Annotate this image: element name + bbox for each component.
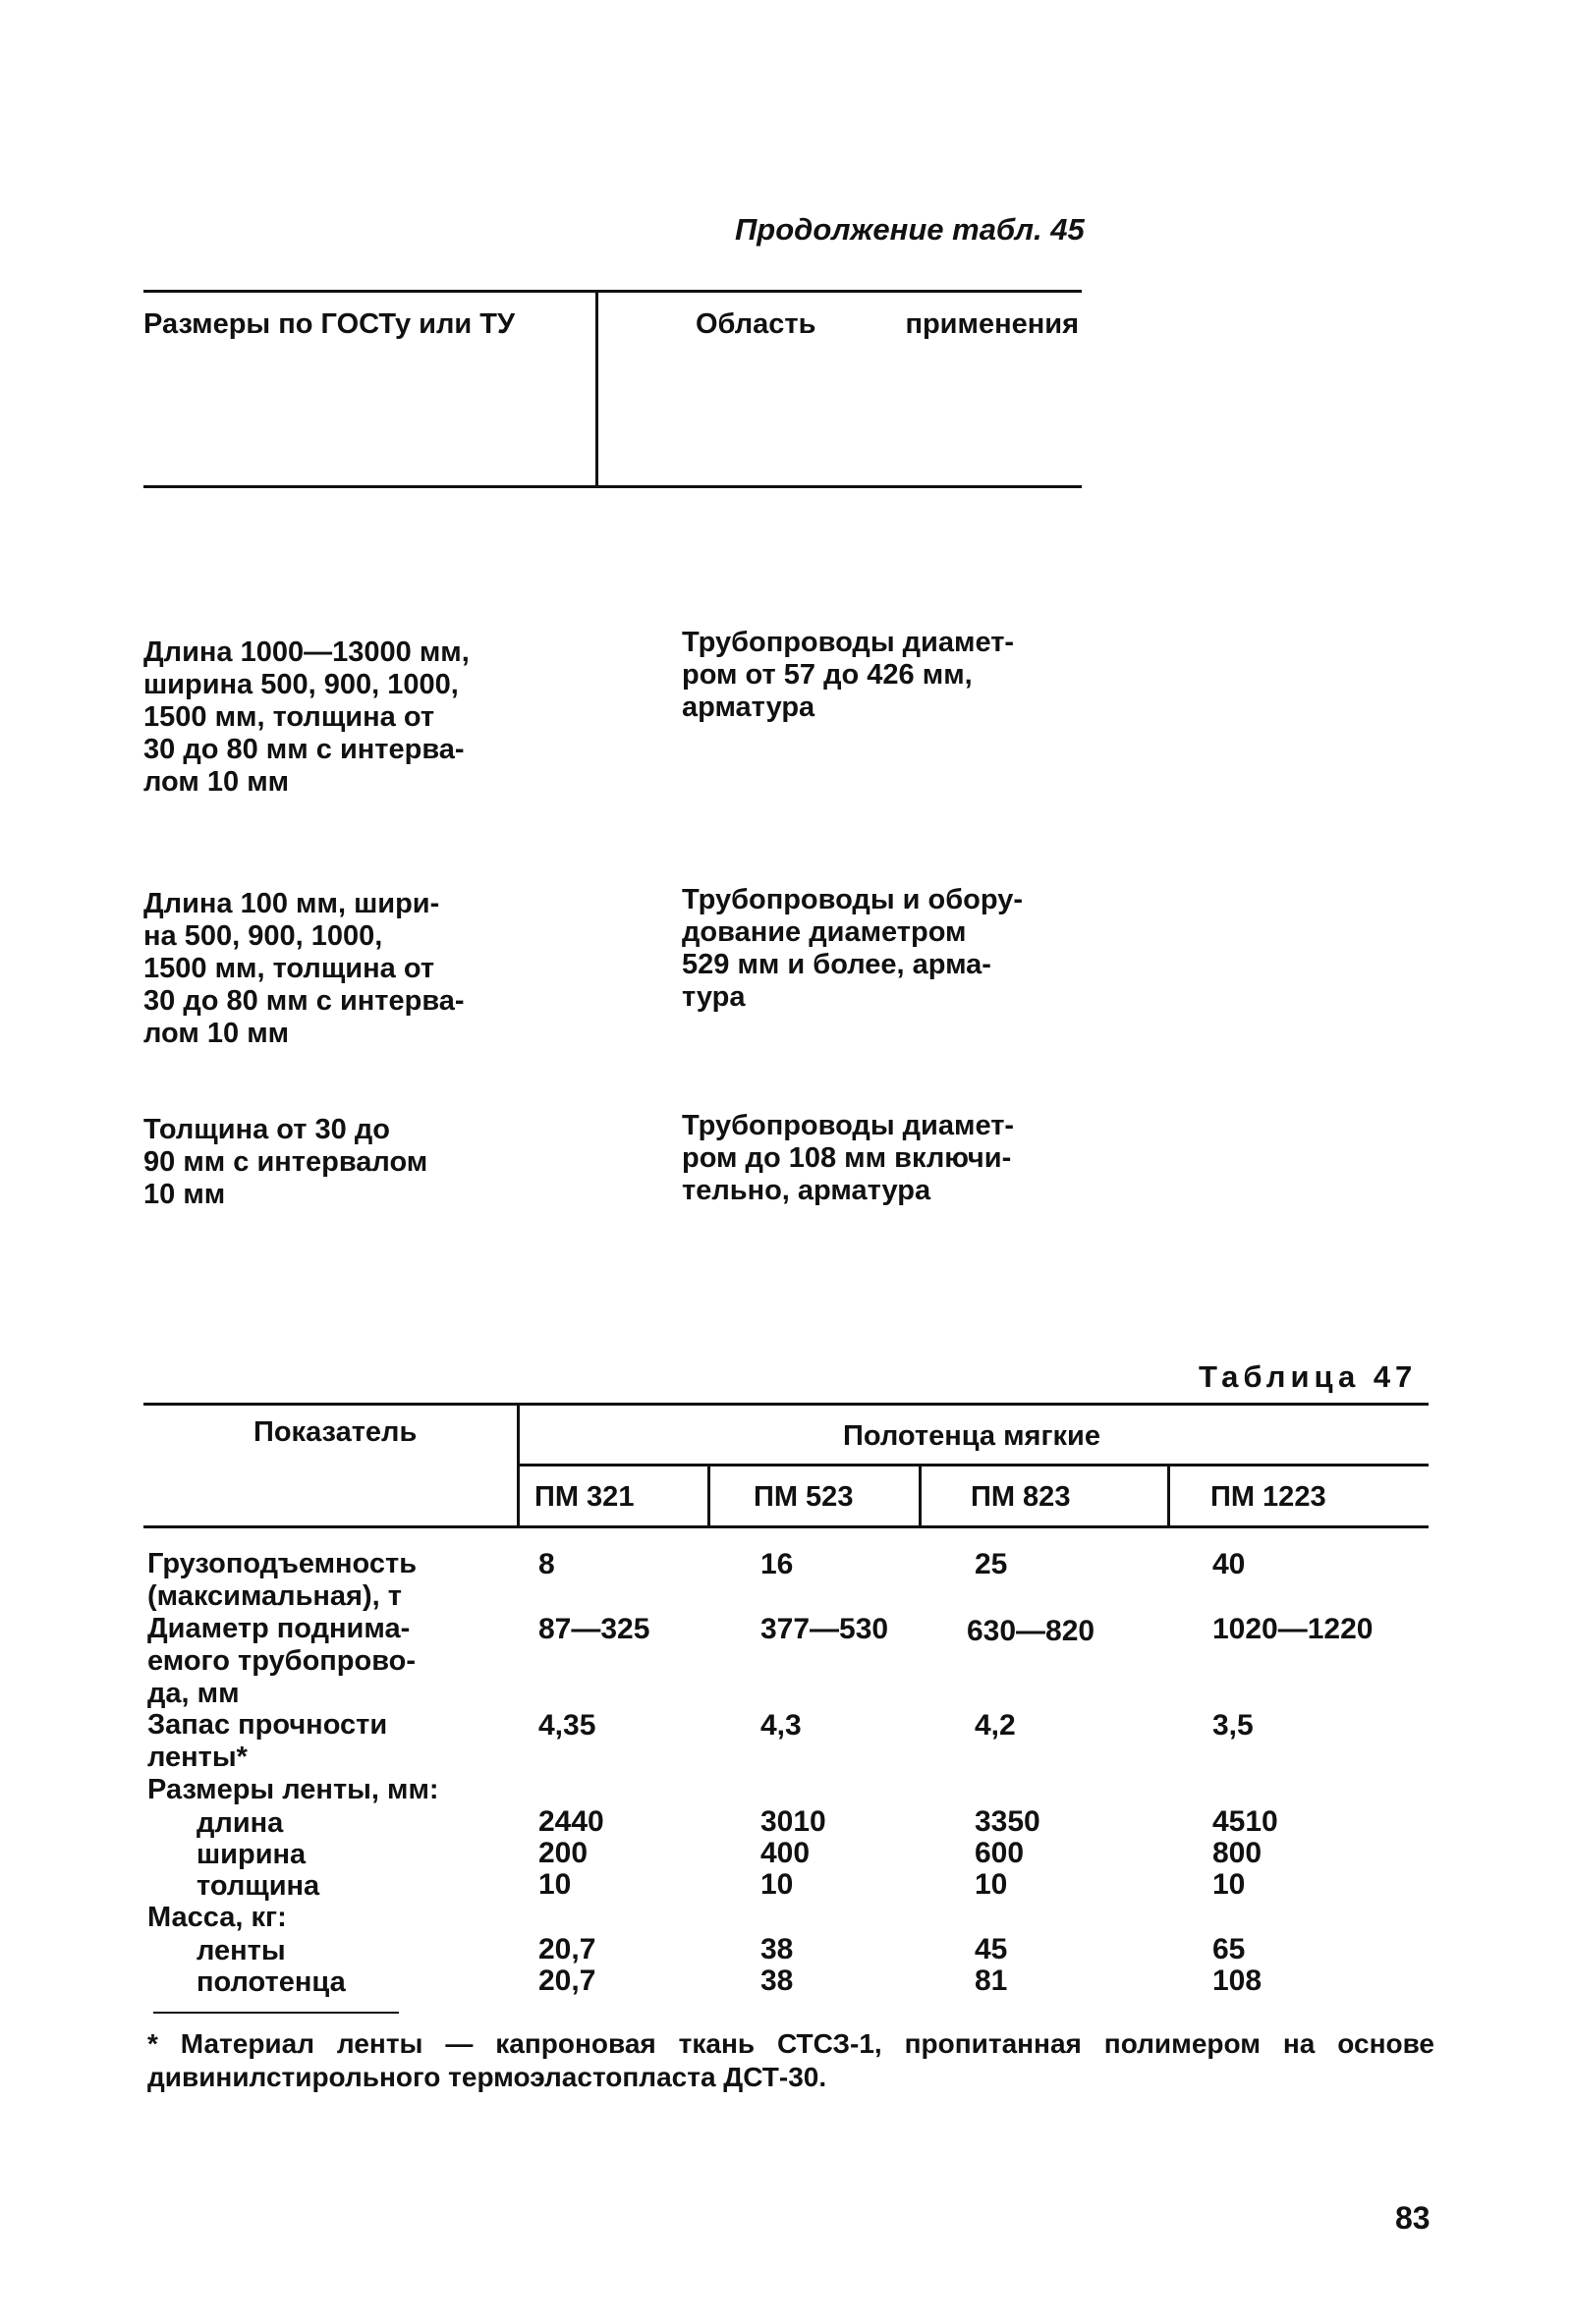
text-line: Трубопроводы и обору- <box>682 884 1023 915</box>
cell-diameter-pm523: 377—530 <box>760 1613 889 1645</box>
table45-row3-sizes <box>143 1114 536 1211</box>
cell-mass-tape-pm321: 20,7 <box>538 1933 596 1965</box>
footnote-rule <box>153 2012 399 2014</box>
cell-mass-tape-pm523: 38 <box>760 1933 794 1965</box>
cell-mass-tape-pm823: 45 <box>975 1933 1008 1965</box>
cell-width-pm823: 600 <box>975 1837 1025 1869</box>
cell-thickness-pm1223: 10 <box>1212 1868 1246 1901</box>
text-line: Трубопроводы диамет- <box>682 627 1015 658</box>
table47-title: Таблица 47 <box>1199 1359 1418 1394</box>
cell-width-pm523: 400 <box>760 1837 811 1869</box>
row-label-mass-towel: полотенца <box>196 1966 346 1998</box>
text-line: тура <box>682 981 746 1013</box>
text-line: 30 до 80 мм с интерва- <box>143 734 465 765</box>
table47-model-divider-3 <box>1167 1464 1170 1526</box>
text-line: (максимальная), т <box>147 1580 402 1612</box>
row-label-mass-heading: Масса, кг: <box>147 1902 287 1933</box>
cell-length-pm823: 3350 <box>975 1805 1040 1838</box>
table45-row3-use <box>682 1110 1070 1207</box>
row-label-capacity <box>147 1548 472 1613</box>
table47-model-pm321: ПМ 321 <box>534 1481 635 1513</box>
text-line: Длина 1000—13000 мм, <box>143 636 470 668</box>
cell-mass-towel-pm321: 20,7 <box>538 1964 596 1997</box>
text-line: 10 мм <box>143 1179 226 1210</box>
table45-header-application-word2: применения <box>905 308 1079 340</box>
table45-column-divider <box>595 290 598 486</box>
row-label-length: длина <box>196 1807 284 1839</box>
row-label-thickness: толщина <box>196 1870 320 1902</box>
cell-mass-towel-pm823: 81 <box>975 1964 1008 1997</box>
text-line: да, мм <box>147 1678 240 1709</box>
text-line: лом 10 мм <box>143 1018 290 1049</box>
table45-header-rule <box>143 485 1082 488</box>
row-label-strength <box>147 1709 472 1774</box>
table45-header-application <box>696 308 1079 341</box>
table45-header-sizes: Размеры по ГОСТу или ТУ <box>143 308 516 340</box>
text-line: Грузоподъемность <box>147 1548 418 1579</box>
table45-top-rule <box>143 290 1082 293</box>
cell-mass-tape-pm1223: 65 <box>1212 1933 1246 1965</box>
table45-row1-use <box>682 627 1070 724</box>
text-line: 90 мм с интервалом <box>143 1146 428 1178</box>
table47-footnote: * Материал ленты — капроновая ткань СТСЗ-1, пропитанная полимером на основе дивинилстирольного термоэластопласта ДСТ-30. <box>147 2028 1434 2092</box>
text-line: арматура <box>682 692 815 723</box>
page-number: 83 <box>1395 2200 1431 2236</box>
cell-diameter-pm1223: 1020—1220 <box>1212 1613 1374 1645</box>
text-line: лом 10 мм <box>143 766 290 798</box>
text-line: 1500 мм, толщина от <box>143 953 435 984</box>
row-label-width: ширина <box>196 1839 307 1870</box>
text-line: Трубопроводы диамет- <box>682 1110 1015 1141</box>
table47-model-divider-1 <box>707 1464 710 1526</box>
table45-row1-sizes <box>143 636 536 799</box>
table47-header-group: Полотенца мягкие <box>843 1420 1101 1452</box>
text-line: тельно, арматура <box>682 1175 931 1206</box>
text-line: Запас прочности <box>147 1709 388 1741</box>
cell-capacity-pm1223: 40 <box>1212 1548 1246 1580</box>
table47-header-rule <box>143 1525 1429 1528</box>
cell-strength-pm523: 4,3 <box>760 1709 802 1742</box>
text-line: Толщина от 30 до <box>143 1114 390 1145</box>
table47-model-pm523: ПМ 523 <box>754 1481 854 1513</box>
text-line: ленты* <box>147 1742 248 1773</box>
cell-diameter-pm321: 87—325 <box>538 1613 650 1645</box>
cell-thickness-pm321: 10 <box>538 1868 572 1901</box>
cell-length-pm321: 2440 <box>538 1805 604 1838</box>
row-label-sizes-heading: Размеры ленты, мм: <box>147 1774 439 1805</box>
text-line: на 500, 900, 1000, <box>143 920 383 952</box>
table47-model-pm1223: ПМ 1223 <box>1210 1481 1326 1513</box>
table45-header-application-word1: Область <box>696 308 816 340</box>
cell-thickness-pm823: 10 <box>975 1868 1008 1901</box>
text-line: 1500 мм, толщина от <box>143 701 435 733</box>
cell-mass-towel-pm523: 38 <box>760 1964 794 1997</box>
table47-group-rule <box>517 1464 1429 1466</box>
table45-row2-use <box>682 884 1070 1014</box>
cell-capacity-pm321: 8 <box>538 1548 555 1580</box>
text-line: Длина 100 мм, шири- <box>143 888 440 919</box>
table47-model-divider-2 <box>919 1464 922 1526</box>
cell-strength-pm321: 4,35 <box>538 1709 596 1742</box>
table47-model-pm823: ПМ 823 <box>971 1481 1071 1513</box>
cell-length-pm1223: 4510 <box>1212 1805 1278 1838</box>
cell-width-pm1223: 800 <box>1212 1837 1263 1869</box>
table47-header-indicator: Показатель <box>253 1416 418 1448</box>
cell-thickness-pm523: 10 <box>760 1868 794 1901</box>
cell-length-pm523: 3010 <box>760 1805 826 1838</box>
cell-diameter-pm823: 630—820 <box>967 1615 1095 1647</box>
text-line: 529 мм и более, арма- <box>682 949 991 980</box>
row-label-mass-tape: ленты <box>196 1935 286 1966</box>
table47-top-rule <box>143 1403 1429 1406</box>
table45-row2-sizes <box>143 888 536 1050</box>
cell-strength-pm1223: 3,5 <box>1212 1709 1254 1742</box>
cell-width-pm321: 200 <box>538 1837 589 1869</box>
text-line: 30 до 80 мм с интерва- <box>143 985 465 1017</box>
row-label-diameter <box>147 1613 472 1710</box>
cell-capacity-pm823: 25 <box>975 1548 1008 1580</box>
cell-capacity-pm523: 16 <box>760 1548 794 1580</box>
text-line: Диаметр поднима- <box>147 1613 411 1644</box>
cell-mass-towel-pm1223: 108 <box>1212 1964 1263 1997</box>
text-line: емого трубопрово- <box>147 1645 417 1677</box>
text-line: дование диаметром <box>682 916 967 948</box>
text-line: ром до 108 мм включи- <box>682 1142 1012 1174</box>
text-line: ром от 57 до 426 мм, <box>682 659 973 691</box>
continuation-title: Продолжение табл. 45 <box>735 212 1085 247</box>
cell-strength-pm823: 4,2 <box>975 1709 1016 1742</box>
text-line: ширина 500, 900, 1000, <box>143 669 459 700</box>
